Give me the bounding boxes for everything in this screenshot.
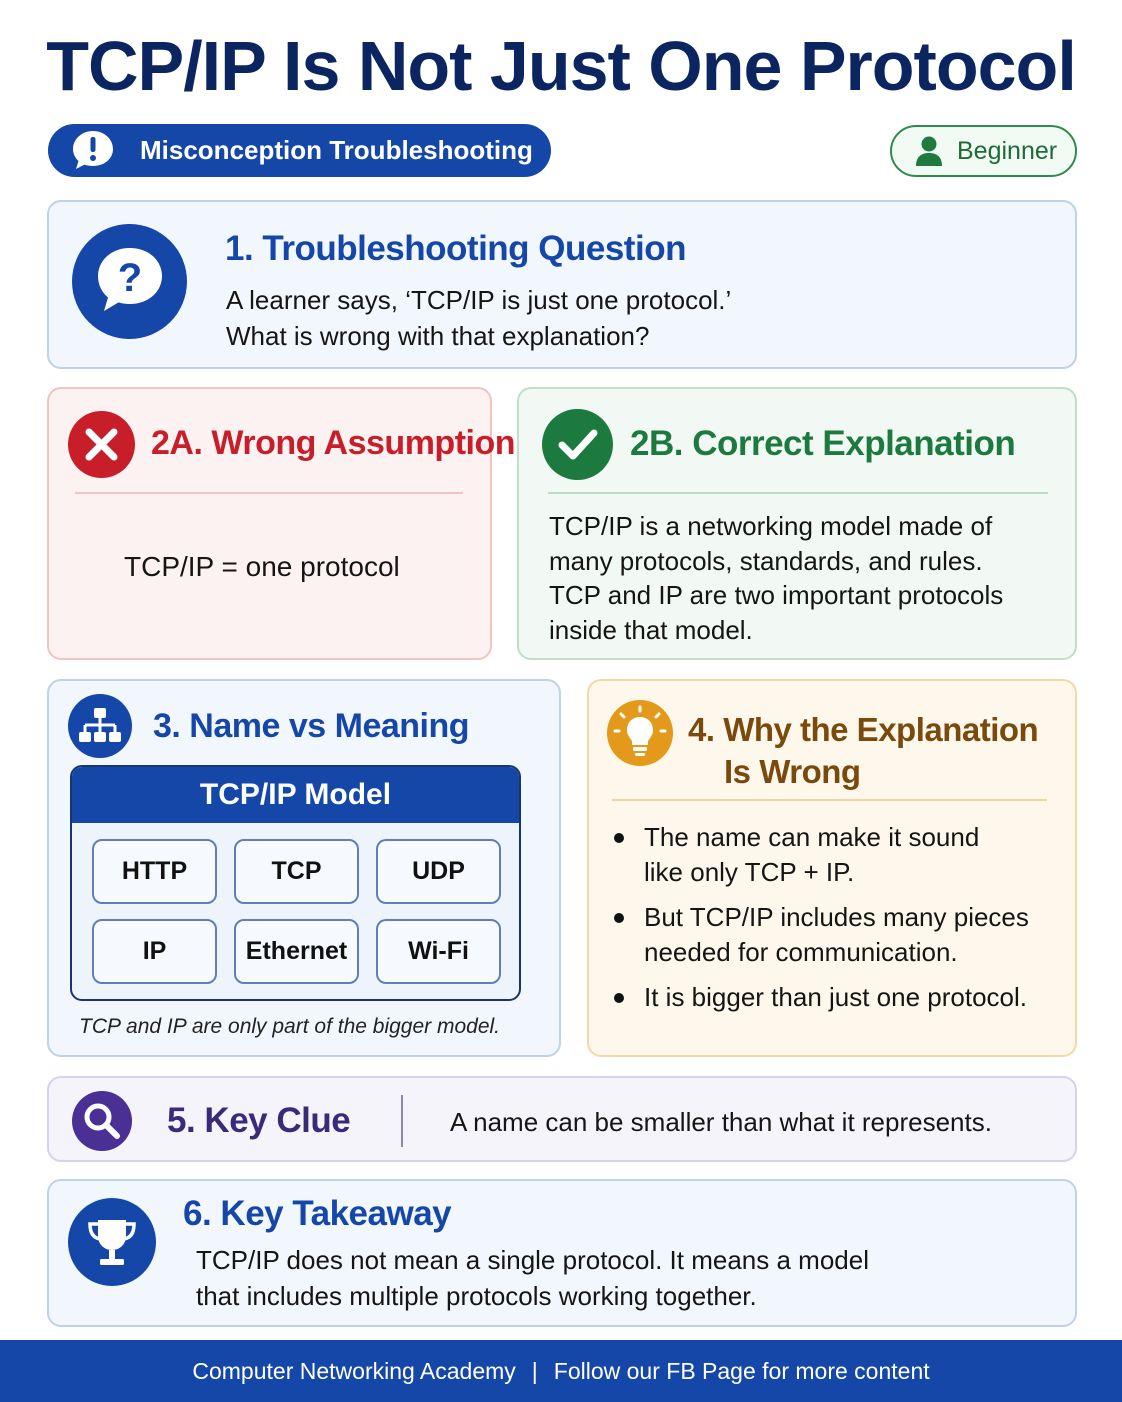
footer-cta: Follow our FB Page for more content xyxy=(553,1357,930,1384)
x-circle-icon xyxy=(68,411,135,478)
protocol-box: HTTP xyxy=(92,839,217,904)
why-wrong-heading xyxy=(688,709,1038,793)
wrong-divider xyxy=(75,492,463,494)
takeaway-heading: 6. Key Takeaway xyxy=(183,1194,452,1233)
correct-divider xyxy=(548,492,1048,494)
bullet-line: needed for communication. xyxy=(644,937,958,967)
correct-line-3: TCP and IP are two important protocols xyxy=(549,580,1004,610)
bullet-line: It is bigger than just one protocol. xyxy=(644,982,1028,1012)
protocol-box: TCP xyxy=(234,839,359,904)
lightbulb-icon xyxy=(607,700,673,766)
takeaway-line-2: that includes multiple protocols working together. xyxy=(196,1281,757,1311)
bullet-line: The name can make it sound xyxy=(644,822,980,852)
magnifier-icon xyxy=(72,1091,132,1151)
question-line-1: A learner says, ‘TCP/IP is just one protocol.’ xyxy=(226,285,732,315)
key-clue-heading: 5. Key Clue xyxy=(167,1101,351,1140)
why-wrong-list xyxy=(614,820,1064,1025)
correct-line-4: inside that model. xyxy=(549,614,753,645)
list-item xyxy=(614,820,1064,890)
footer-brand: Computer Networking Academy xyxy=(192,1357,516,1384)
key-clue-text: A name can be smaller than what it represents. xyxy=(450,1107,992,1137)
key-clue-divider xyxy=(401,1095,403,1147)
exclamation-bubble-icon xyxy=(70,128,116,174)
footer-separator: | xyxy=(531,1357,538,1384)
category-badge xyxy=(48,124,551,177)
bullet-line: like only TCP + IP. xyxy=(644,857,855,887)
bullet-line: But TCP/IP includes many pieces xyxy=(644,902,1029,932)
why-wrong-heading-line-2: Is Wrong xyxy=(724,753,861,790)
list-item xyxy=(614,980,1064,1015)
wrong-text: TCP/IP = one protocol xyxy=(124,551,400,582)
svg-text:?: ? xyxy=(117,256,143,300)
correct-body xyxy=(549,509,1003,647)
why-wrong-heading-line-1: 4. Why the Explanation xyxy=(688,711,1039,748)
level-badge xyxy=(890,125,1077,177)
why-wrong-divider xyxy=(612,799,1047,801)
takeaway-line-1: TCP/IP does not mean a single protocol. It means a model xyxy=(196,1245,869,1275)
model-caption: TCP and IP are only part of the bigger model. xyxy=(79,1015,501,1038)
wrong-heading: 2A. Wrong Assumption xyxy=(151,424,515,462)
hierarchy-icon xyxy=(68,694,132,758)
protocol-box: Ethernet xyxy=(234,919,359,984)
protocol-box: IP xyxy=(92,919,217,984)
footer xyxy=(0,1340,1122,1402)
person-icon xyxy=(914,135,944,167)
correct-line-1: TCP/IP is a networking model made of xyxy=(549,511,993,541)
protocol-box: UDP xyxy=(376,839,501,904)
question-line-2: What is wrong with that explanation? xyxy=(226,321,650,351)
level-label: Beginner xyxy=(957,136,1058,165)
correct-line-2: many protocols, standards, and rules. xyxy=(549,545,983,576)
protocol-box: Wi-Fi xyxy=(376,919,501,984)
page-title: TCP/IP Is Not Just One Protocol xyxy=(46,27,1076,105)
correct-heading: 2B. Correct Explanation xyxy=(630,424,1016,463)
check-circle-icon xyxy=(542,409,613,480)
name-meaning-heading: 3. Name vs Meaning xyxy=(153,707,470,745)
trophy-icon xyxy=(68,1198,156,1286)
question-heading: 1. Troubleshooting Question xyxy=(225,229,686,268)
category-label: Misconception Troubleshooting xyxy=(140,135,533,165)
list-item xyxy=(614,900,1064,970)
question-bubble-icon xyxy=(72,224,187,339)
model-title: TCP/IP Model xyxy=(72,767,519,823)
